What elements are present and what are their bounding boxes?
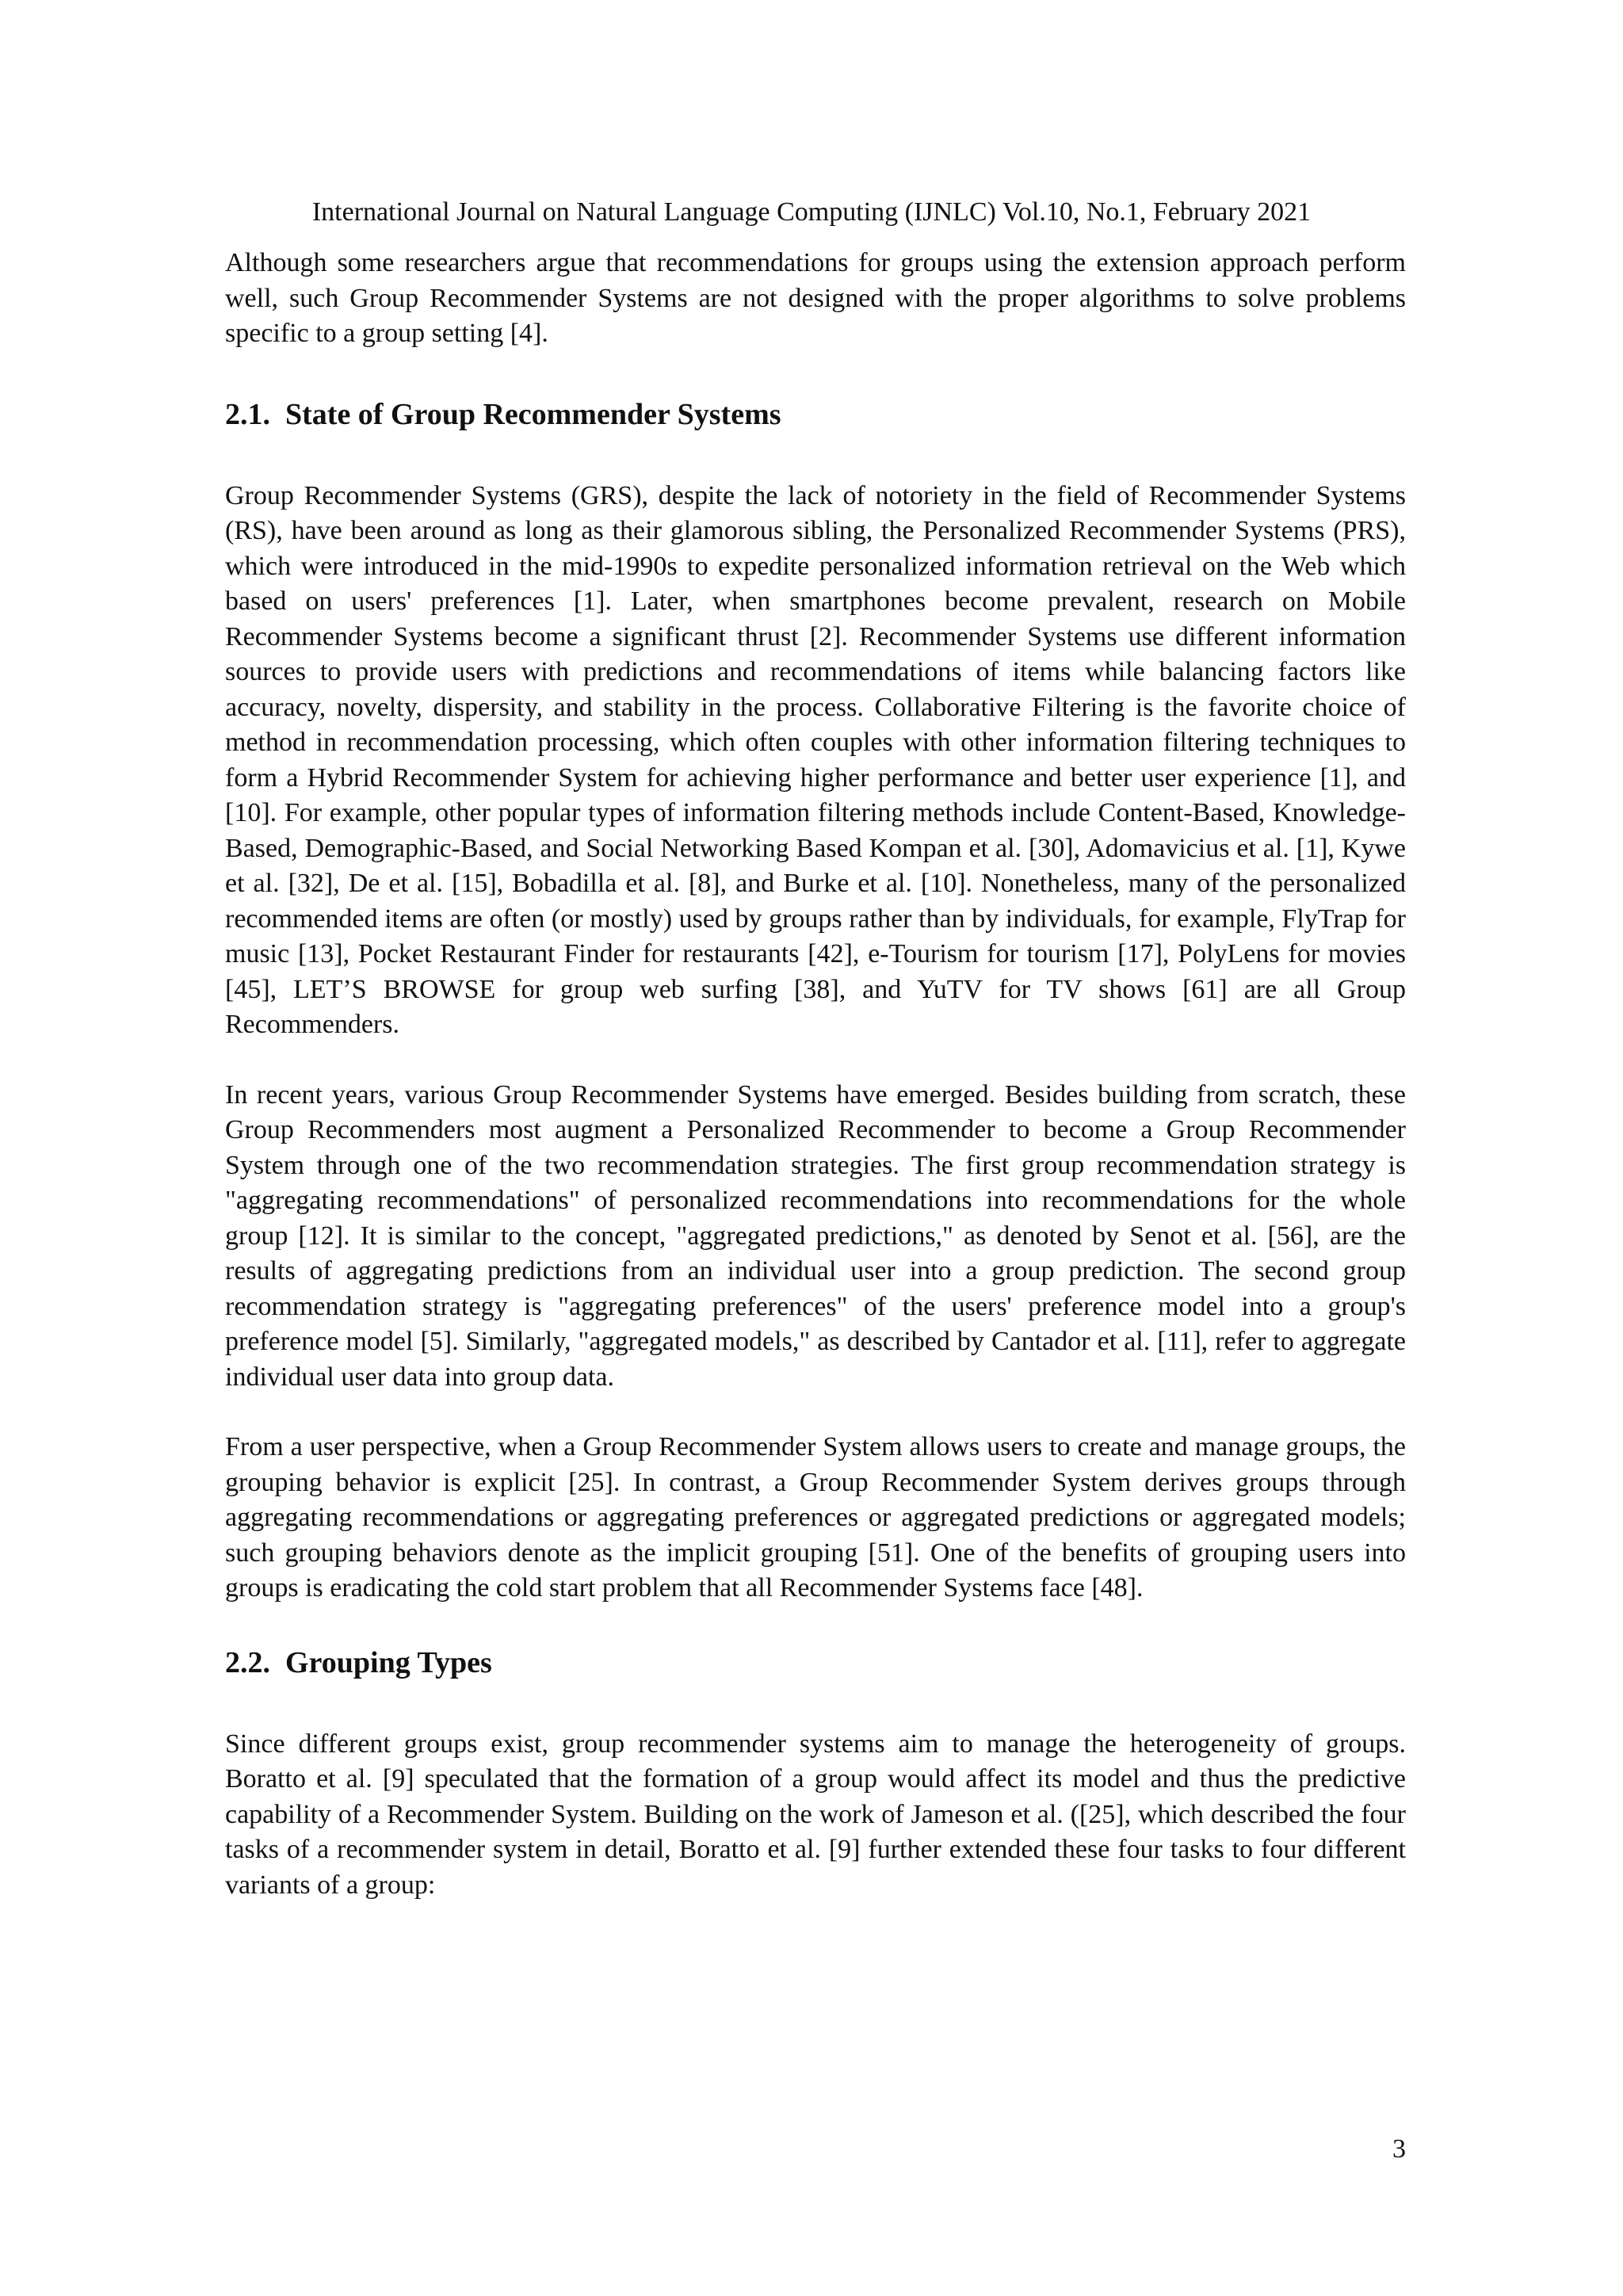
running-header: International Journal on Natural Language Computing (IJNLC) Vol.10, No.1, February 2021: [311, 197, 1312, 227]
body-paragraph: Group Recommender Systems (GRS), despite the lack of notoriety in the field of Recommender Systems (RS), have been around as long as their glamorous sibling, the Personalized Recommender Systems (PRS), which were introduced in the mid-1990s to expedite personalized information retrieval on the Web which based on users' preferences [1]. Later, when smartphones become prevalent, research on Mobile Recommender Systems become a significant thrust [2]. Recommender Systems use different information sources to provide users with predictions and recommendations of items while balancing factors like accuracy, novelty, dispersity, and stability in the process. Collaborative Filtering is the favorite choice of method in recommendation processing, which often couples with other information filtering techniques to form a Hybrid Recommender System for achieving higher performance and better user experience [1], and [10]. For example, other popular types of information filtering methods include Content-Based, Knowledge-Based, Demographic-Based, and Social Networking Based Kompan et al. [30], Adomavicius et al. [1], Kywe et al. [32], De et al. [15], Bobadilla et al. [8], and Burke et al. [10]. Nonetheless, many of the personalized recommended items are often (or mostly) used by groups rather than by individuals, for example, FlyTrap for music [13], Pocket Restaurant Finder for restaurants [42], e-Tourism for tourism [17], PolyLens for movies [45], LET’S BROWSE for group web surfing [38], and YuTV for TV shows [61] are all Group Recommenders.: [225, 480, 1406, 1039]
body-paragraph: In recent years, various Group Recommender Systems have emerged. Besides building from scratch, these Group Recommenders most augment a Personalized Recommender to become a Group Recommender System through one of the two recommendation strategies. The first group recommendation strategy is "aggregating recommendations" of personalized recommendations into recommendations for the whole group [12]. It is similar to the concept, "aggregated predictions," as denoted by Senot et al. [56], are the results of aggregating predictions from an individual user into a group prediction. The second group recommendation strategy is "aggregating preferences" of the users' preference model into a group's preference model [5]. Similarly, "aggregated models," as described by Cantador et al. [11], refer to aggregate individual user data into group data.: [225, 1079, 1406, 1392]
page-number: 3: [1392, 2134, 1406, 2164]
body-paragraph: Since different groups exist, group recommender systems aim to manage the heterogeneity of groups. Boratto et al. [9] speculated that the formation of a group would affect its model and thus the predictive capability of a Recommender System. Building on the work of Jameson et al. ([25], which described the four tasks of a recommender system in detail, Boratto et al. [9] further extended these four tasks to four different variants of a group:: [225, 1729, 1406, 1900]
section-heading-2-2: [225, 1643, 1406, 1683]
section-number: 2.1.: [225, 397, 270, 431]
intro-paragraph: Although some researchers argue that recommendations for groups using the extension approach perform well, such Group Recommender Systems are not designed with the proper algorithms to solve problems specific to a group setting [4].: [225, 248, 1406, 348]
section-heading-2-1: [225, 395, 1406, 434]
section-number: 2.2.: [225, 1645, 270, 1679]
section-title: State of Group Recommender Systems: [285, 397, 781, 431]
body-paragraph: From a user perspective, when a Group Recommender System allows users to create and manage groups, the grouping behavior is explicit [25]. In contrast, a Group Recommender System derives groups through aggregating recommendations or aggregating preferences or aggregated predictions or aggregated models; such grouping behaviors denote as the implicit grouping [51]. One of the benefits of grouping users into groups is eradicating the cold start problem that all Recommender Systems face [48].: [225, 1432, 1406, 1603]
page-body: [225, 246, 1406, 1903]
section-title: Grouping Types: [285, 1645, 492, 1679]
